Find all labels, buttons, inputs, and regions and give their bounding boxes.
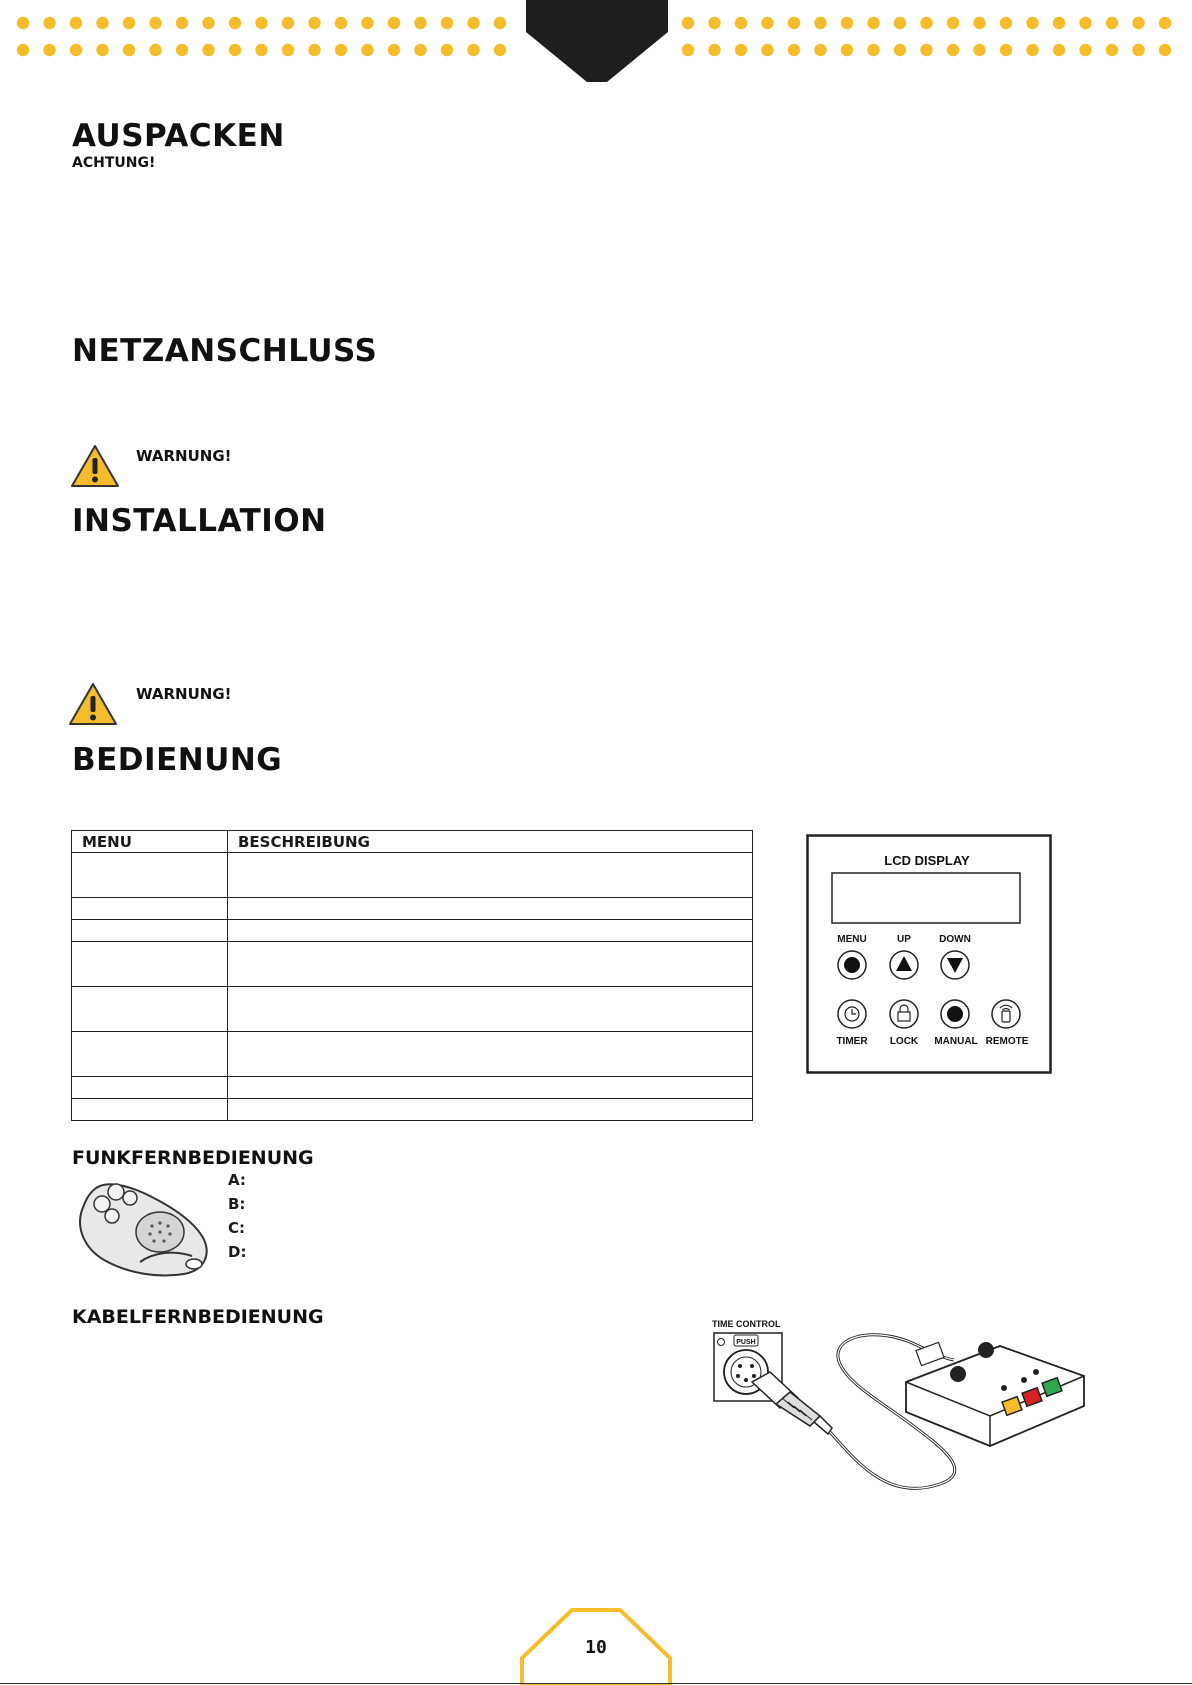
decorative-dot [123,44,135,56]
table-row [72,1099,753,1121]
lcd-display-title: LCD DISPLAY [884,853,970,868]
decorative-dot [414,44,426,56]
section-title-funkfernbedienung: FUNKFERNBEDIENUNG [72,1147,314,1169]
decorative-dot [43,44,55,56]
menu-cell [72,942,228,987]
decorative-dot [735,44,747,56]
decorative-dot [335,17,347,29]
decorative-dot [1106,44,1118,56]
decorative-dot [1026,17,1038,29]
decorative-dot [1053,17,1065,29]
decorative-dot [761,44,773,56]
section-title-bedienung: BEDIENUNG [72,742,283,778]
knob-left [950,1366,966,1382]
auspacken-warning-label: ACHTUNG! [72,155,156,171]
decorative-dot [467,44,479,56]
decorative-dot [841,17,853,29]
description-column-header: BESCHREIBUNG [228,831,753,853]
decorative-dot [467,17,479,29]
decorative-dot [229,17,241,29]
decorative-dot [96,17,108,29]
decorative-dot [682,44,694,56]
decorative-dot [947,17,959,29]
table-row [72,987,753,1032]
table-row [72,853,753,898]
section-title-netzanschluss: NETZANSCHLUSS [72,333,378,369]
decorative-dot [867,17,879,29]
remote-key-a-label: A: [228,1171,246,1189]
decorative-dot [70,17,82,29]
description-cell [228,942,753,987]
down-button-label: DOWN [939,934,971,945]
top-dots-border [0,0,1192,90]
decorative-dot [17,17,29,29]
menu-column-header: MENU [72,831,228,853]
decorative-dot [708,44,720,56]
decorative-dot [682,17,694,29]
decorative-dot [388,17,400,29]
top-center-badge [526,0,668,82]
menu-cell [72,1032,228,1077]
decorative-dot [176,44,188,56]
description-cell [228,1099,753,1121]
decorative-dot [43,17,55,29]
description-cell [228,1077,753,1099]
decorative-dot [867,44,879,56]
up-button-label: UP [897,934,911,945]
decorative-dot [1079,44,1091,56]
decorative-dot [973,17,985,29]
up-button [890,951,918,979]
decorative-dot [202,17,214,29]
page-number: 10 [585,1637,607,1658]
decorative-dot [1000,44,1012,56]
decorative-dot [1079,17,1091,29]
decorative-dot [255,44,267,56]
remote-key-d-label: D: [228,1243,247,1261]
warning-icon [68,682,118,726]
decorative-dot [149,44,161,56]
decorative-dot [841,44,853,56]
description-cell [228,920,753,942]
manual-button-label: MANUAL [934,1036,978,1047]
decorative-dot [229,44,241,56]
table-row [72,898,753,920]
decorative-dot [788,44,800,56]
remote-key-c-label: C: [228,1219,246,1237]
lock-button [890,1000,918,1028]
remote-key-b-label: B: [228,1195,246,1213]
menu-cell [72,1099,228,1121]
decorative-dot [788,17,800,29]
timer-button [838,1000,866,1028]
decorative-dot [894,44,906,56]
warning-label: WARNUNG! [136,447,232,465]
remote-button-a [94,1196,110,1212]
menu-button [838,951,866,979]
decorative-dot [814,44,826,56]
decorative-dot [414,17,426,29]
description-cell [228,1032,753,1077]
table-row [72,920,753,942]
menu-cell [72,853,228,898]
decorative-dot [1053,44,1065,56]
decorative-dot [894,17,906,29]
wireless-remote-image [74,1170,214,1280]
decorative-dot [282,44,294,56]
decorative-dot [973,44,985,56]
remote-button-label: REMOTE [985,1036,1029,1047]
decorative-dot [70,44,82,56]
decorative-dot [494,17,506,29]
decorative-dot [361,44,373,56]
remote-button-c [105,1209,119,1223]
manual-button [941,1000,969,1028]
bottom-rule [0,1683,1192,1684]
decorative-dot [441,44,453,56]
decorative-dot [1026,44,1038,56]
decorative-dot [282,17,294,29]
menu-button-label: MENU [837,934,867,945]
decorative-dot [96,44,108,56]
remote-button-d [123,1191,137,1205]
decorative-dot [1159,17,1171,29]
decorative-dot [123,17,135,29]
decorative-dot [814,17,826,29]
decorative-dot [1159,44,1171,56]
dots-right [682,17,1171,56]
decorative-dot [761,17,773,29]
lock-button-label: LOCK [889,1036,919,1047]
table-row [72,942,753,987]
remote-button-b [108,1184,124,1200]
menu-cell [72,1077,228,1099]
dots-left [17,17,506,56]
timer-button-label: TIMER [836,1036,868,1047]
time-control-label: TIME CONTROL [712,1319,781,1329]
decorative-dot [920,44,932,56]
description-cell [228,898,753,920]
warning-icon [70,444,120,488]
decorative-dot [708,17,720,29]
decorative-dot [1106,17,1118,29]
section-title-installation: INSTALLATION [72,503,327,539]
decorative-dot [361,17,373,29]
description-cell [228,853,753,898]
decorative-dot [1000,17,1012,29]
menu-cell [72,898,228,920]
decorative-dot [1132,17,1144,29]
decorative-dot [920,17,932,29]
lcd-screen [832,873,1020,923]
decorative-dot [441,17,453,29]
menu-cell [72,987,228,1032]
decorative-dot [1132,44,1144,56]
decorative-dot [255,17,267,29]
decorative-dot [735,17,747,29]
menu-table [71,830,753,1121]
push-label: PUSH [736,1339,756,1346]
decorative-dot [494,44,506,56]
decorative-dot [388,44,400,56]
decorative-dot [308,44,320,56]
menu-table-header [72,831,753,853]
warning-label: WARNUNG! [136,685,232,703]
decorative-dot [149,17,161,29]
menu-cell [72,920,228,942]
section-title-auspacken: AUSPACKEN [72,118,285,154]
description-cell [228,987,753,1032]
knob-right [978,1342,994,1358]
decorative-dot [17,44,29,56]
decorative-dot [335,44,347,56]
remote-key-list [228,1168,246,1264]
remote-button [992,1000,1020,1028]
section-title-kabelfernbedienung: KABELFERNBEDIENUNG [72,1306,324,1328]
table-row [72,1077,753,1099]
decorative-dot [176,17,188,29]
decorative-dot [947,44,959,56]
lcd-control-panel-figure [806,834,1052,1074]
cable-remote-figure [710,1316,1090,1506]
decorative-dot [308,17,320,29]
down-button [941,951,969,979]
table-row [72,1032,753,1077]
decorative-dot [202,44,214,56]
